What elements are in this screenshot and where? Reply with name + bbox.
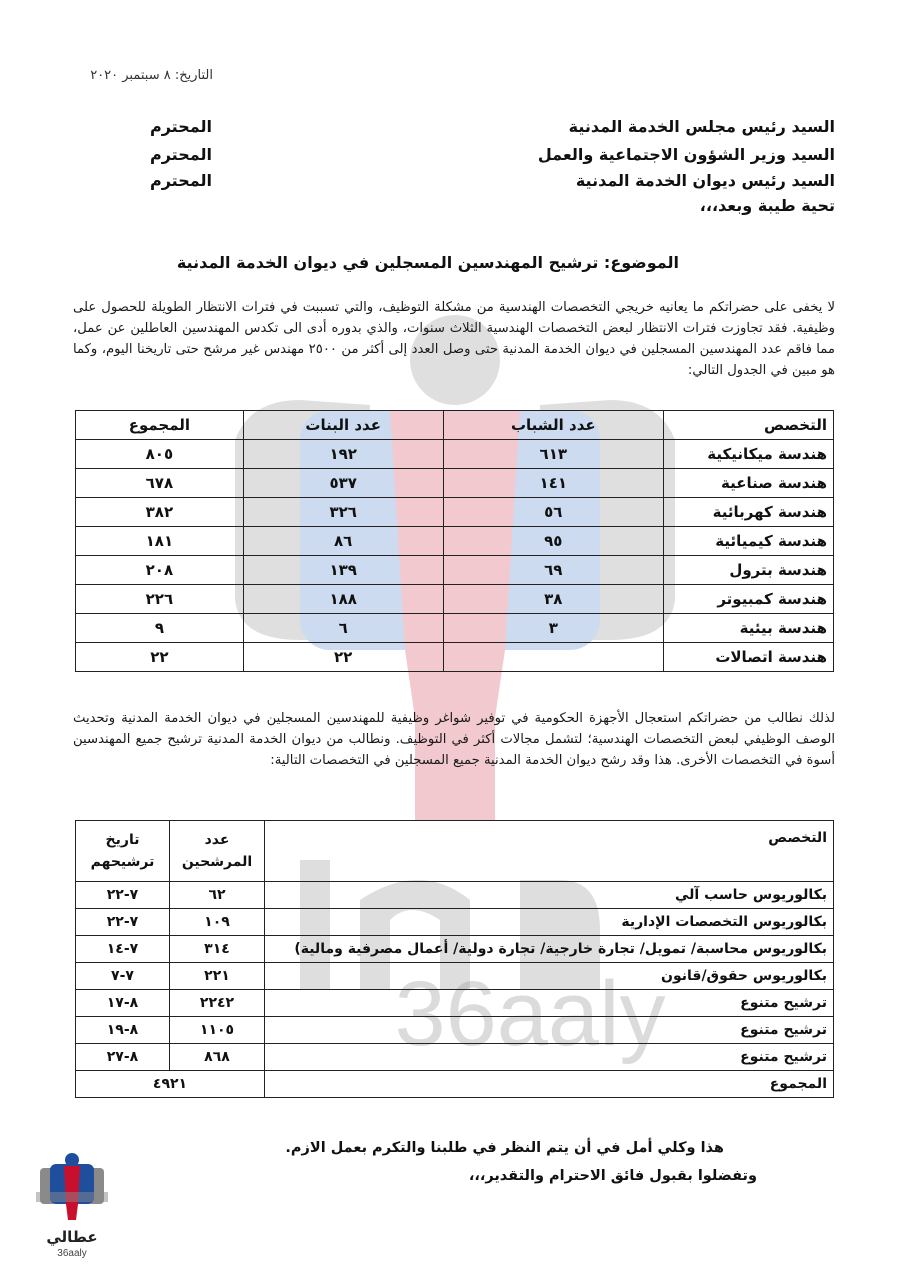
column-header: المجموع — [76, 411, 244, 440]
count-cell: ٣٨ — [443, 585, 663, 614]
addressee-name: السيد رئيس مجلس الخدمة المدنية — [568, 117, 835, 136]
count-cell: ٨٦ — [243, 527, 443, 556]
subject-line: الموضوع: ترشيح المهندسين المسجلين في ديوان الخدمة المدنية — [176, 253, 679, 272]
specialty-cell: هندسة كمبيوتر — [664, 585, 834, 614]
nominee-count-cell: ١١٠٥ — [170, 1017, 265, 1044]
nomination-date-cell: ٧-٢٢ — [76, 909, 170, 936]
count-cell: ٢٢ — [76, 643, 244, 672]
table-row — [76, 936, 834, 963]
nominee-count-cell: ١٠٩ — [170, 909, 265, 936]
total-label: المجموع — [265, 1071, 834, 1098]
logo-graphic — [32, 1152, 112, 1262]
nomination-date-cell: ٧-٢٢ — [76, 882, 170, 909]
letter-date: التاريخ: ٨ سبتمبر ٢٠٢٠ — [90, 68, 213, 83]
nominee-count-cell: ٣١٤ — [170, 936, 265, 963]
nominee-count-cell: ٦٢ — [170, 882, 265, 909]
specialty-cell: هندسة كهربائية — [664, 498, 834, 527]
count-cell: ٦ — [243, 614, 443, 643]
addressee-name: السيد رئيس ديوان الخدمة المدنية — [575, 171, 835, 190]
specialty-cell: بكالوريوس حاسب آلي — [265, 882, 834, 909]
column-header: عدد الشباب — [443, 411, 663, 440]
count-cell: ٣٢٦ — [243, 498, 443, 527]
table-row — [76, 990, 834, 1017]
specialty-cell: هندسة صناعية — [664, 469, 834, 498]
column-header: عدد المرشحين — [170, 821, 265, 882]
count-cell: ١٨٨ — [243, 585, 443, 614]
total-value: ٤٩٢١ — [76, 1071, 265, 1098]
addressee-honorific: المحترم — [150, 145, 212, 164]
table-row — [76, 1017, 834, 1044]
table-row — [76, 469, 834, 498]
nominee-count-cell: ٢٢١ — [170, 963, 265, 990]
watermark-text: 36aaly — [394, 963, 666, 1065]
count-cell: ٩٥ — [443, 527, 663, 556]
count-cell: ٣ — [443, 614, 663, 643]
table-header-row — [76, 411, 834, 440]
table-row — [76, 1044, 834, 1071]
column-header: التخصص — [265, 821, 834, 882]
count-cell: ٩ — [76, 614, 244, 643]
addressee-honorific: المحترم — [150, 171, 212, 190]
count-cell: ١٤١ — [443, 469, 663, 498]
nominee-count-cell: ٢٢٤٢ — [170, 990, 265, 1017]
greeting: تحية طيبة وبعد،،، — [699, 196, 835, 215]
table-row — [76, 963, 834, 990]
count-cell: ١٨١ — [76, 527, 244, 556]
addressee-line — [75, 145, 835, 171]
table-header-row — [76, 821, 834, 882]
closing-line: هذا وكلي أمل في أن يتم النظر في طلبنا والتكرم بعمل الازم. — [285, 1140, 724, 1156]
nomination-date-cell: ٨-١٩ — [76, 1017, 170, 1044]
brand-logo — [32, 1152, 112, 1262]
nominee-count-cell: ٨٦٨ — [170, 1044, 265, 1071]
addressee-line — [75, 117, 835, 143]
closing-line: وتفضلوا بقبول فائق الاحترام والتقدير،،، — [468, 1168, 757, 1184]
column-header: التخصص — [664, 411, 834, 440]
logo-figure-head — [65, 1153, 79, 1167]
specialty-cell: هندسة اتصالات — [664, 643, 834, 672]
count-cell: ٦٩ — [443, 556, 663, 585]
specialty-cell: ترشيح متنوع — [265, 1017, 834, 1044]
table-row — [76, 585, 834, 614]
column-header: تاريخ ترشيحهم — [76, 821, 170, 882]
count-cell: ١٩٢ — [243, 440, 443, 469]
table-row — [76, 527, 834, 556]
count-cell: ٢٢ — [243, 643, 443, 672]
specialty-cell: بكالوريوس محاسبة/ تمويل/ تجارة خارجية/ تجارة دولية/ أعمال مصرفية ومالية) — [265, 936, 834, 963]
specialty-cell: ترشيح متنوع — [265, 1044, 834, 1071]
logo-check — [36, 1192, 108, 1202]
nominations-table — [75, 820, 834, 1098]
count-cell: ٥٣٧ — [243, 469, 443, 498]
addressee-line — [75, 171, 835, 197]
count-cell: ٥٦ — [443, 498, 663, 527]
specialty-cell: هندسة بيئية — [664, 614, 834, 643]
count-cell: ١٣٩ — [243, 556, 443, 585]
count-cell: ٢٢٦ — [76, 585, 244, 614]
count-cell: ٦١٣ — [443, 440, 663, 469]
column-header: عدد البنات — [243, 411, 443, 440]
logo-arabic-text: عطالي — [46, 1228, 98, 1246]
addressee-honorific: المحترم — [150, 117, 212, 136]
table-row — [76, 440, 834, 469]
count-cell: ٨٠٥ — [76, 440, 244, 469]
count-cell — [443, 643, 663, 672]
nomination-date-cell: ٨-١٧ — [76, 990, 170, 1017]
addressee-name: السيد وزير الشؤون الاجتماعية والعمل — [537, 145, 835, 164]
nomination-date-cell: ٨-٢٧ — [76, 1044, 170, 1071]
engineers-table — [75, 410, 834, 672]
table-row — [76, 498, 834, 527]
specialty-cell: هندسة ميكانيكية — [664, 440, 834, 469]
table-row — [76, 556, 834, 585]
request-paragraph: لذلك نطالب من حضراتكم استعجال الأجهزة الحكومية في توفير شواغر وظيفية للمهندسين المسجلين في ديوان الخدمة المدنية وتحديث الوصف الوظيفي لبعض التخصصات الهندسية؛ لتشمل مجالات أكثر في التوظيف. ونطالب من ديوان الخدمة المدنية ترشيح جميع المهندسين أسوة في التخصصات الأخرى. هذا وقد رشح ديوان الخدمة المدنية جميع المسجلين في التخصصات التالية: — [73, 711, 835, 768]
nomination-date-cell: ٧-٧ — [76, 963, 170, 990]
specialty-cell: هندسة كيميائية — [664, 527, 834, 556]
table-row — [76, 643, 834, 672]
specialty-cell: هندسة بترول — [664, 556, 834, 585]
specialty-cell: بكالوريوس حقوق/قانون — [265, 963, 834, 990]
table-row — [76, 882, 834, 909]
total-row — [76, 1071, 834, 1098]
specialty-cell: بكالوريوس التخصصات الإدارية — [265, 909, 834, 936]
logo-latin-text: 36aaly — [57, 1248, 87, 1259]
table-row — [76, 614, 834, 643]
nomination-date-cell: ٧-١٤ — [76, 936, 170, 963]
intro-paragraph: لا يخفى على حضراتكم ما يعانيه خريجي التخصصات الهندسية من مشكلة التوظيف، والتي تسببت في فترات الانتظار الطويلة للحصول على وظيفية. فقد تجاوزت فترات الانتظار لبعض التخصصات الهندسية الثلاث سنوات، والذي بدوره أدى الى تكدس المهندسين العاطلين عن عمل، مما فاقم عدد المهندسين المسجلين في ديوان الخدمة المدنية حتى وصل العدد إلى أكثر من ٢٥٠٠ مهندس غير مرشح حتى تاريخنا اليوم، وكما هو مبين في الجدول التالي: — [73, 300, 835, 378]
table-row — [76, 909, 834, 936]
count-cell: ٣٨٢ — [76, 498, 244, 527]
count-cell: ٢٠٨ — [76, 556, 244, 585]
count-cell: ٦٧٨ — [76, 469, 244, 498]
specialty-cell: ترشيح متنوع — [265, 990, 834, 1017]
